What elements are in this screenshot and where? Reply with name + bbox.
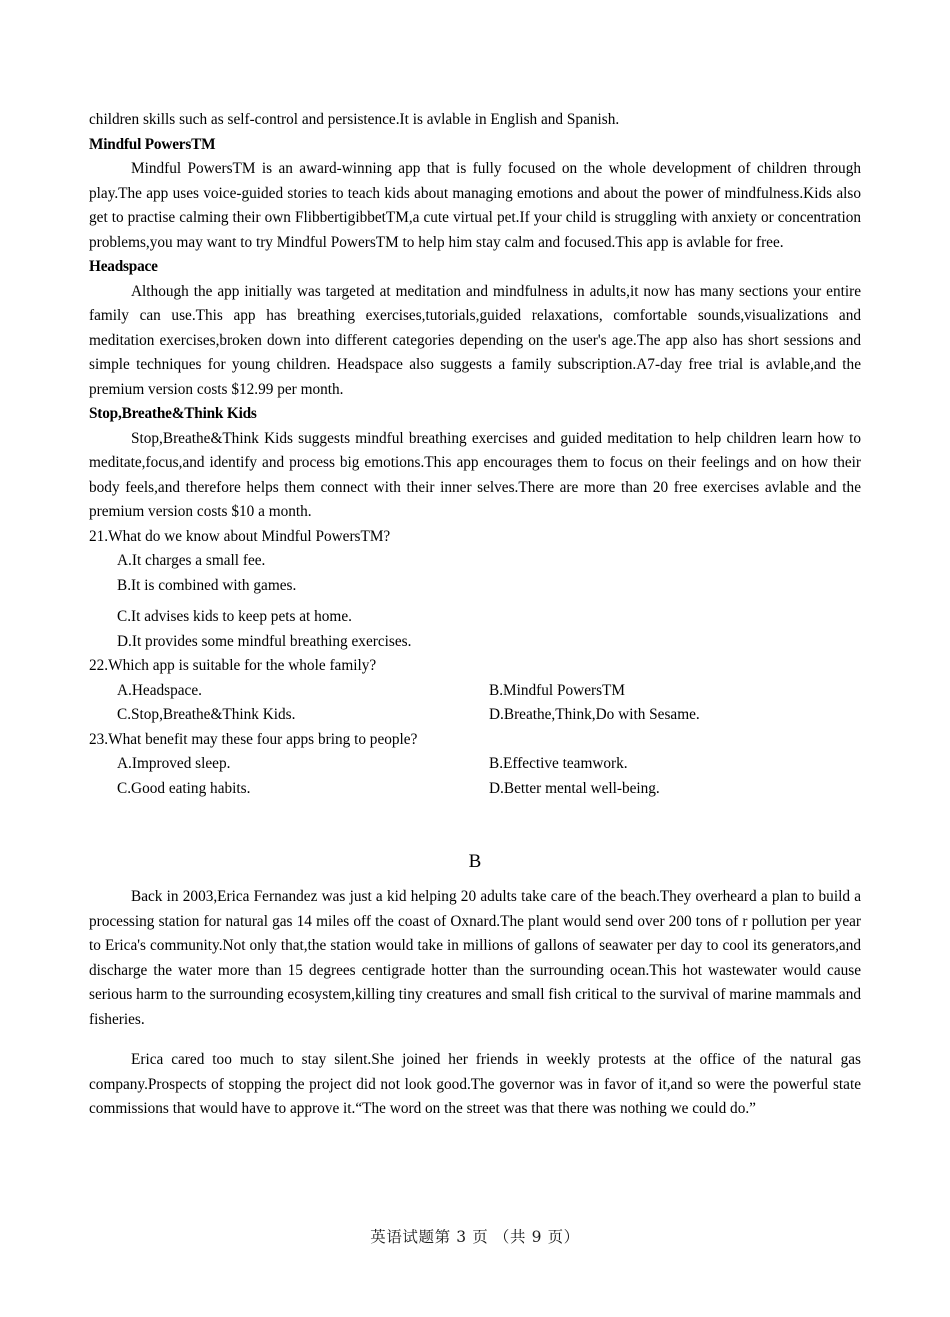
section-b-bottom-spacer — [89, 875, 861, 885]
question-23-option-a[interactable]: A.Improved sleep. — [117, 755, 231, 772]
section-letter-b: B — [468, 851, 482, 872]
question-23-stem: What benefit may these four apps bring to people? — [108, 730, 418, 748]
question-22-option-row-1 — [89, 679, 861, 704]
app-heading-headspace: Headspace — [89, 258, 158, 275]
passage-b-paragraph-1: Back in 2003,Erica Fernandez was just a kid helping 20 adults take care of the beach.They overheard a plan to build a processing station for natural gas 14 miles off the coast of Oxnard.The plant would send over 200 tons of r pollution per year to Erica's community.Not only that,the station would take in millions of gallons of seawater per day to cool its generators,and discharge the water more than 15 degrees centigrade hotter than the surrounding ocean.This hot wastewater would cause serious harm to the surrounding ecosystem,killing tiny creatures and small fish critical to the survival of marine mammals and fisheries. — [89, 888, 861, 1028]
question-23-option-d[interactable]: D.Better mental well-being. — [489, 779, 660, 797]
app-heading-stop-breathe-think-kids: Stop,Breathe&Think Kids — [89, 405, 257, 422]
question-22-stem: Which app is suitable for the whole family? — [108, 657, 377, 674]
question-22-option-b[interactable]: B.Mindful PowersTM — [489, 681, 625, 699]
question-23-number: 23. — [89, 730, 109, 748]
question-23-option-row-2 — [89, 777, 861, 802]
page-content — [89, 108, 861, 1122]
question-22-option-c[interactable]: C.Stop,Breathe&Think Kids. — [117, 706, 296, 723]
app-body-stop-breathe-think-kids: Stop,Breathe&Think Kids suggests mindful breathing exercises and guided meditation to help children learn how to meditate,focus,and identify and process big emotions.This app encourages them to focus on their feelings and on how their body feels,and therefore helps them connect with their inner selves.There are more than 20 free exercises avlable and the premium version costs $10 a month. — [89, 429, 861, 520]
question-21-stem: What do we know about Mindful PowersTM? — [108, 527, 391, 545]
question-21-number: 21. — [89, 527, 109, 545]
question-23-option-row-1 — [89, 752, 861, 777]
app-body-mindful-powers: Mindful PowersTM is an award-winning app that is fully focused on the whole development of children through play.The app uses voice-guided stories to teach kids about managing emotions and about the power of mindfulness.Kids also get to practise calming their own FlibbertigibbetTM,a cute virtual pet.If your child is struggling with anxiety or concentration problems,you may want to try Mindful PowersTM to help him stay calm and focused.This app is avlable for free. — [89, 160, 861, 251]
page-footer: 英语试题第 3 页 （共 9 页） — [370, 1228, 580, 1246]
passage-b-paragraph-2: Erica cared too much to stay silent.She joined her friends in weekly protests at the office of the natural gas company.Prospects of stopping the project did not look good.The governor was in favor of it,and so were the powerful state commissions that would have to approve it.“The word on the street was that there was nothing we could do.” — [89, 1051, 861, 1117]
question-23-option-c[interactable]: C.Good eating habits. — [117, 779, 251, 797]
question-22-option-d[interactable]: D.Breathe,Think,Do with Sesame. — [489, 706, 700, 723]
question-22-number: 22. — [89, 657, 109, 674]
question-21-option-d[interactable]: D.It provides some mindful breathing exercises. — [117, 632, 412, 650]
app-body-headspace: Although the app initially was targeted at meditation and mindfulness in adults,it now has many sections your entire family can use.This app has breathing exercises,tutorials,guided relaxations, comfortable sounds,visualizations and meditation exercises,broken down into different categories depending on the user's age.The app also has short sessions and simple techniques for young children. Headspace also suggests a family subscription.A7-day free trial is avlable,and the premium version costs $12.99 per month. — [89, 282, 861, 398]
question-23-option-b[interactable]: B.Effective teamwork. — [489, 755, 628, 772]
question-21-option-b[interactable]: B.It is combined with games. — [117, 576, 297, 594]
question-22-option-row-2 — [89, 703, 861, 728]
app-heading-mindful-powers: Mindful PowersTM — [89, 135, 216, 153]
passage-a-continued-line: children skills such as self-control and persistence.It is avlable in English and Spanish. — [89, 111, 620, 128]
question-21-option-a[interactable]: A.It charges a small fee. — [117, 552, 266, 569]
question-23 — [89, 728, 861, 753]
question-21-option-c[interactable]: C.It advises kids to keep pets at home. — [117, 608, 352, 625]
question-22-option-a[interactable]: A.Headspace. — [117, 681, 202, 699]
section-b-top-spacer — [89, 801, 861, 849]
question-21 — [89, 525, 861, 550]
question-22 — [89, 654, 861, 679]
